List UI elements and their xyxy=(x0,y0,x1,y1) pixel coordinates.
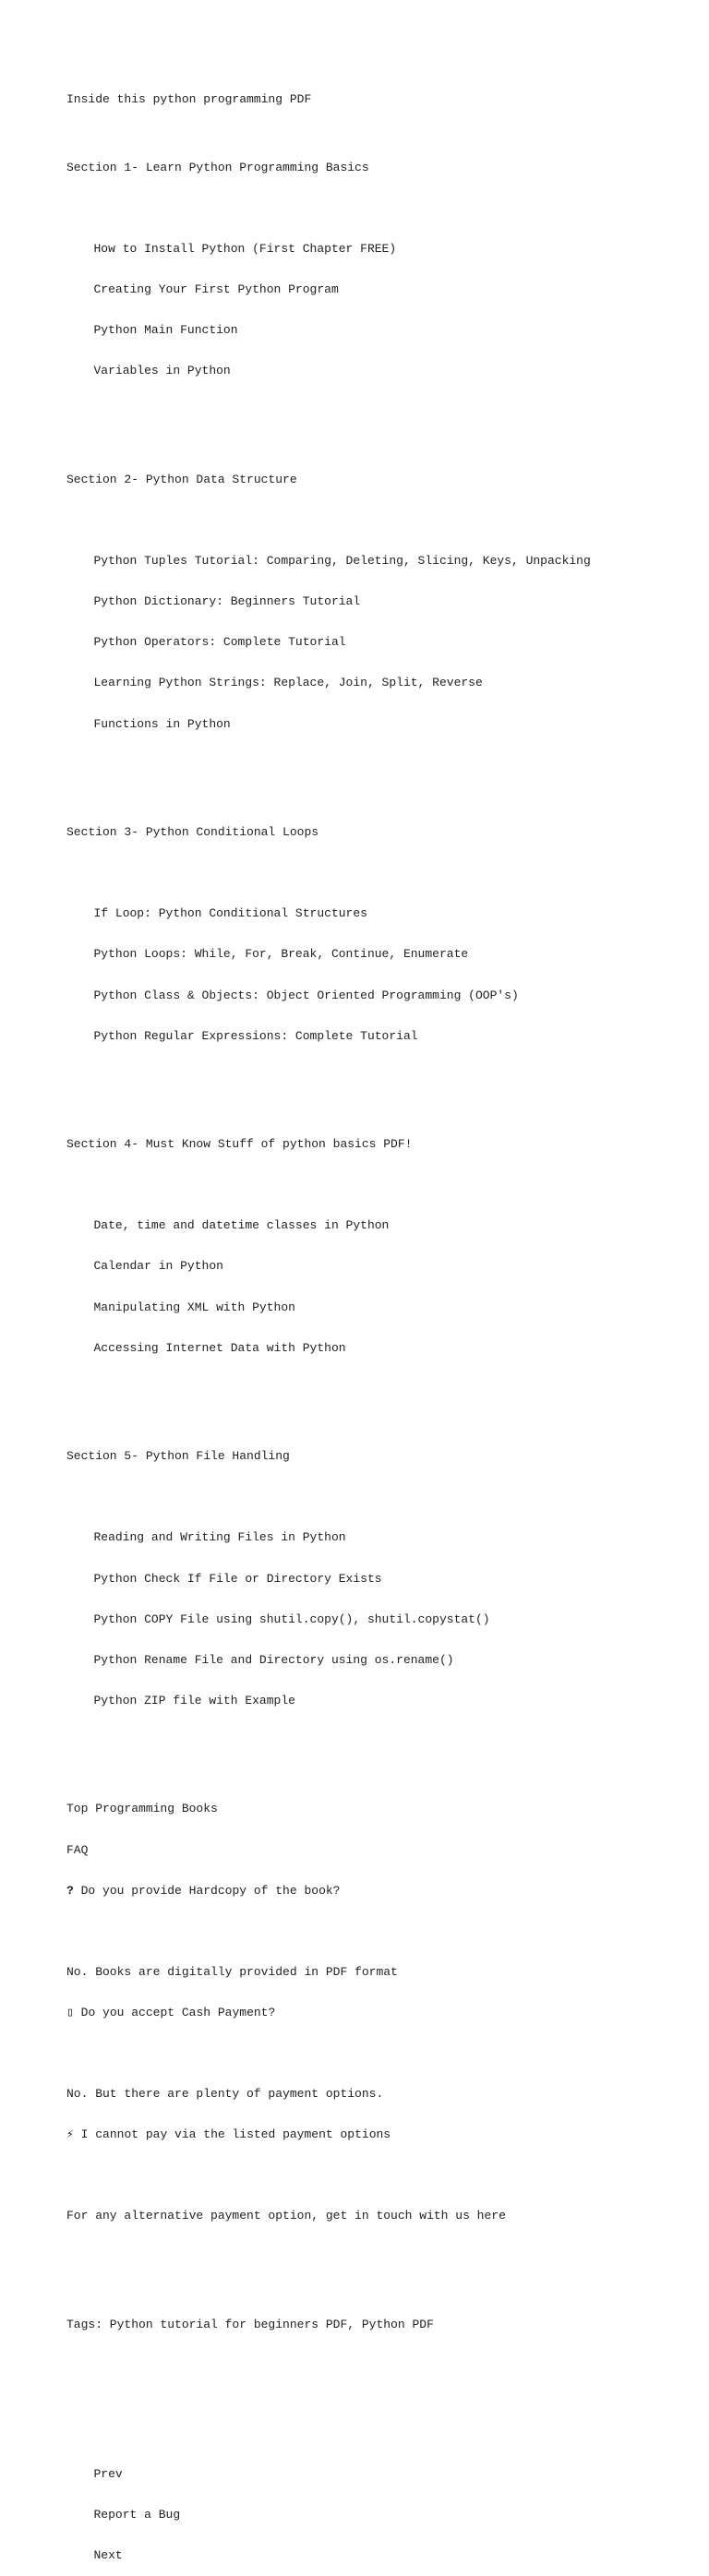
section-2-item-link[interactable]: Python Tuples Tutorial: Comparing, Deleting, Slicing, Keys, Unpacking xyxy=(93,554,591,569)
section-4-item-link[interactable]: Accessing Internet Data with Python xyxy=(93,1340,346,1355)
section-3-item-link[interactable]: Python Regular Expressions: Complete Tutorial xyxy=(93,1028,418,1043)
section-3-item-link[interactable]: If Loop: Python Conditional Structures xyxy=(93,906,367,921)
section-4-item-link[interactable]: Date, time and datetime classes in Python xyxy=(93,1218,390,1233)
intro-text: Inside this python programming PDF xyxy=(66,92,312,107)
document-page xyxy=(66,66,657,2576)
section-3-item-link[interactable]: Python Class & Objects: Object Oriented Programming (OOP's) xyxy=(93,988,519,1002)
faq-answer-1: No. Books are digitally provided in PDF format xyxy=(66,1964,398,1979)
section-1-item-link[interactable]: Creating Your First Python Program xyxy=(93,282,339,297)
section-1-title: Section 1- Learn Python Programming Basics xyxy=(66,160,369,174)
section-2-item-link[interactable]: Python Dictionary: Beginners Tutorial xyxy=(93,594,361,609)
section-1-item-link[interactable]: Variables in Python xyxy=(93,364,231,378)
section-1-item-link[interactable]: Python Main Function xyxy=(93,323,238,338)
faq-question-1-text: Do you provide Hardcopy of the book? xyxy=(80,1883,341,1898)
section-2-item-link[interactable]: Python Operators: Complete Tutorial xyxy=(93,635,346,650)
faq-question-2[interactable] xyxy=(66,2007,657,2020)
section-1-item-link[interactable]: How to Install Python (First Chapter FREE) xyxy=(93,242,397,257)
report-bug-link[interactable]: Report a Bug xyxy=(93,2507,181,2522)
faq-answer-2: No. But there are plenty of payment options. xyxy=(66,2087,384,2102)
tags-line: Tags: Python tutorial for beginners PDF, Python PDF xyxy=(66,2317,434,2331)
section-5-item-link[interactable]: Reading and Writing Files in Python xyxy=(93,1530,346,1545)
section-5-item-link[interactable]: Python COPY File using shutil.copy(), shutil.copystat() xyxy=(93,1611,490,1626)
section-5-item-link[interactable]: Python Rename File and Directory using os.rename() xyxy=(93,1652,454,1667)
faq-question-2-text: Do you accept Cash Payment? xyxy=(80,2005,276,2019)
faq-question-3-text: I cannot pay via the listed payment options xyxy=(80,2127,391,2142)
faq-question-3[interactable] xyxy=(66,2128,657,2142)
faq-question-1[interactable] xyxy=(66,1885,657,1899)
section-2-title: Section 2- Python Data Structure xyxy=(66,472,297,486)
faq-heading: FAQ xyxy=(66,1842,89,1857)
section-2-item-link[interactable]: Functions in Python xyxy=(93,716,231,731)
question-mark-icon: ? xyxy=(66,1883,74,1898)
faq-answer-3: For any alternative payment option, get in touch with us here xyxy=(66,2209,506,2223)
top-books-heading: Top Programming Books xyxy=(66,1802,218,1816)
next-link[interactable]: Next xyxy=(93,2547,123,2562)
section-5-title: Section 5- Python File Handling xyxy=(66,1449,290,1464)
section-5-item-link[interactable]: Python Check If File or Directory Exists xyxy=(93,1571,382,1586)
cash-icon: ▯ xyxy=(66,2005,74,2019)
section-4-item-link[interactable]: Manipulating XML with Python xyxy=(93,1300,295,1314)
prev-link[interactable]: Prev xyxy=(93,2466,123,2481)
section-5-item-link[interactable]: Python ZIP file with Example xyxy=(93,1693,295,1707)
section-2-item-link[interactable]: Learning Python Strings: Replace, Join, Split, Reverse xyxy=(93,676,483,690)
section-4-item-link[interactable]: Calendar in Python xyxy=(93,1259,223,1274)
section-3-item-link[interactable]: Python Loops: While, For, Break, Continue, Enumerate xyxy=(93,947,469,962)
section-3-title: Section 3- Python Conditional Loops xyxy=(66,825,319,840)
lightning-icon: ⚡ xyxy=(66,2127,74,2142)
section-4-title: Section 4- Must Know Stuff of python basics PDF! xyxy=(66,1137,413,1152)
